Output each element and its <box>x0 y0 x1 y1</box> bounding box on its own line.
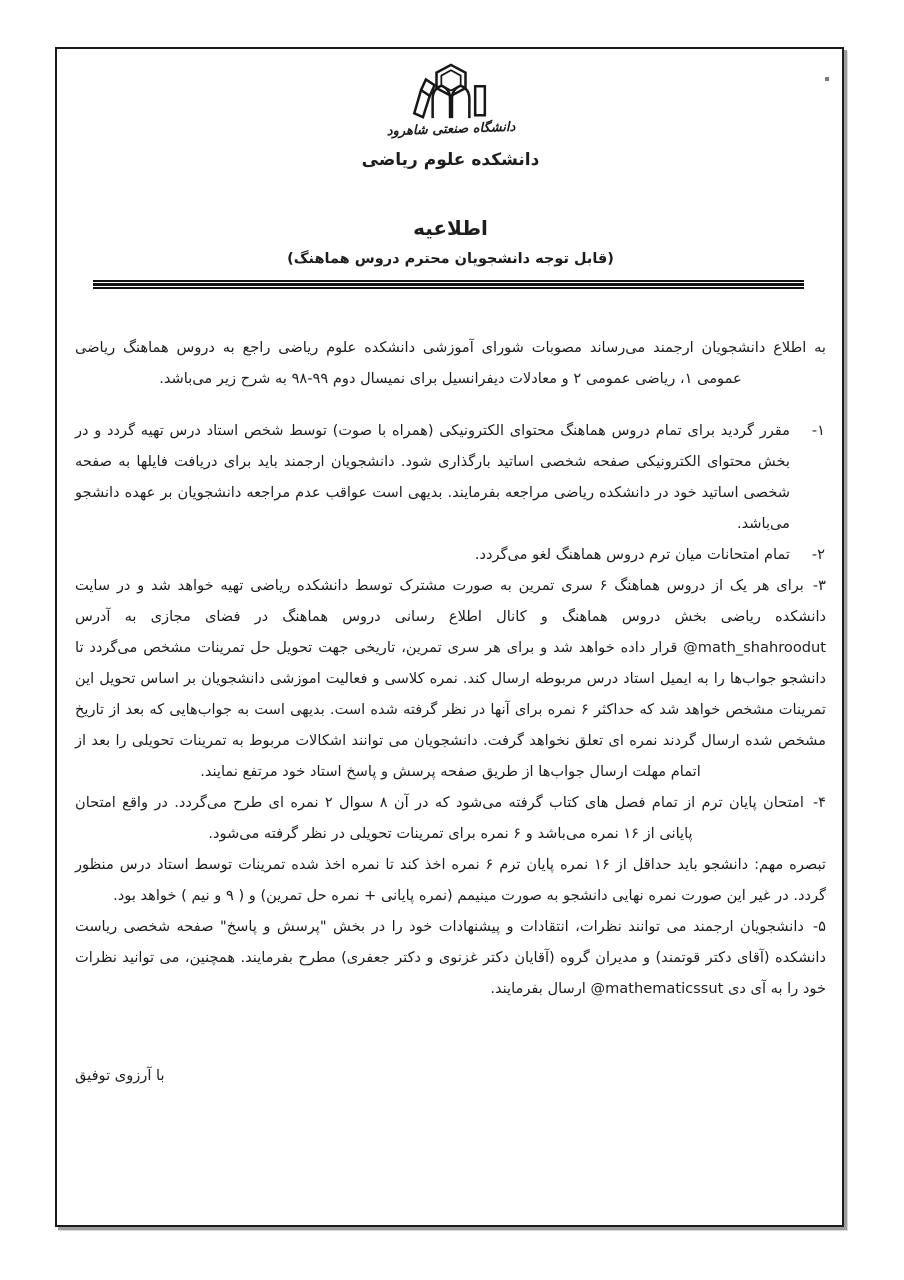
list-item-5 <box>75 911 826 1004</box>
university-logo <box>376 63 526 140</box>
item-5-number: ۵- <box>812 918 826 935</box>
logo-calligraphy: دانشگاه صنعتی شاهرود <box>385 119 516 140</box>
separator-rule <box>93 280 804 289</box>
item-5-text: دانشجویان ارجمند می توانند نظرات، انتقادات و پیشنهادات خود را در بخش "پرسش و پاسخ" صفحه شخصی ریاست دانشکده (آقای دکتر قوتمند) و مدیران گروه (آقایان دکتر غزنوی و دکتر جعفری) مطرح بفرمایند. همچنین، می توانید نظرات خود را به آی دی mathematicssut@ ارسال بفرمایند. <box>75 918 826 997</box>
item-3-text: برای هر یک از دروس هماهنگ ۶ سری تمرین به صورت مشترک توسط دانشکده ریاضی تهیه خواهد شد و در سایت دانشکده ریاضی بخش دروس هماهنگ و کانال اطلاع رسانی دروس هماهنگ در فضای مجازی به آدرس math_shahroodut@ قرار داده خواهد شد و برای هر سری تمرین، تاریخی جهت تحویل حل تمرینات مشخص می‌گردد تا دانشجو جواب‌ها را به ایمیل استاد درس مربوطه ارسال کند. نمره کلاسی و فعالیت اموزشی دانشجویان بر اساس تحویل این تمرینات مشخص خواهد شد که حداکثر ۶ نمره برای آنها در نظر گرفته شده است. بدیهی است به جواب‌هایی که بعد از تاریخ مشخص شده ارسال گردند نمره ای تعلق نخواهد گرفت. دانشجویان می توانند اشکالات مربوط به تمرینات تحویلی را بعد از اتمام مهلت ارسال جواب‌ها از طریق صفحه پرسش و پاسخ استاد خود مرتفع نمایند. <box>75 577 826 780</box>
item-4-text: امتحان پایان ترم از تمام فصل های کتاب گرفته می‌شود که در آن ۸ سوال ۲ نمره ای طرح می‌گردد. در واقع امتحان پایانی از ۱۶ نمره می‌باشد و ۶ نمره برای تمرینات تحویلی در نظر گرفته می‌شود. <box>75 794 804 842</box>
item-1-text: مقرر گردید برای تمام دروس هماهنگ محتوای الکترونیکی (همراه با صوت) توسط شخص استاد درس تهیه گردد و در بخش محتوای الکترونیکی صفحه شخصی اساتید بارگذاری شود. دانشجویان ارجمند باید برای دریافت فایلها به صفحه شخصی اساتید خود در دانشکده ریاضی مراجعه بفرمایند. بدیهی است عواقب عدم مراجعه دانشجویان بر عهده دانشجو می‌باشد. <box>75 422 790 532</box>
closing-signature: با آرزوی توفیق <box>75 1067 165 1084</box>
list-item-2 <box>75 539 826 570</box>
item-3-number: ۳- <box>812 577 826 594</box>
list-item-3 <box>75 570 826 787</box>
faculty-name: دانشکده علوم ریاضی <box>361 150 540 170</box>
intro-paragraph: به اطلاع دانشجویان ارجمند می‌رساند مصوبات شورای آموزشی دانشکده علوم ریاضی راجع به دروس هماهنگ ریاضی عمومی ۱، ریاضی عمومی ۲ و معادلات دیفرانسیل برای نمیسال دوم ۹۹-۹۸ به شرح زیر می‌باشد. <box>75 339 826 387</box>
document-frame <box>55 47 844 1227</box>
list-item-1 <box>75 415 826 539</box>
university-emblem-icon <box>376 63 526 121</box>
page-title: اطلاعیه <box>413 216 488 240</box>
item-2-number: ۲- <box>811 546 825 563</box>
document-content <box>57 49 842 1225</box>
important-note: تبصره مهم: دانشجو باید حداقل از ۱۶ نمره پایان ترم ۶ نمره اخذ کند تا نمره اخذ شده تمرینات توسط استاد درس منظور گردد. در غیر این صورت نمره نهایی دانشجو به صورت مینیمم (نمره پایانی + نمره حل تمرین) و ( ۹ و نیم ) خواهد بود. <box>75 856 826 904</box>
item-4-number: ۴- <box>812 794 827 811</box>
announcement-body <box>75 332 826 1091</box>
item-2-text: تمام امتحانات میان ترم دروس هماهنگ لغو می‌گردد. <box>474 546 790 563</box>
page-subtitle: (قابل توجه دانشجویان محترم دروس هماهنگ) <box>287 251 614 267</box>
list-item-4 <box>75 787 826 849</box>
document-header <box>75 61 826 267</box>
item-1-number: ۱- <box>811 422 825 439</box>
